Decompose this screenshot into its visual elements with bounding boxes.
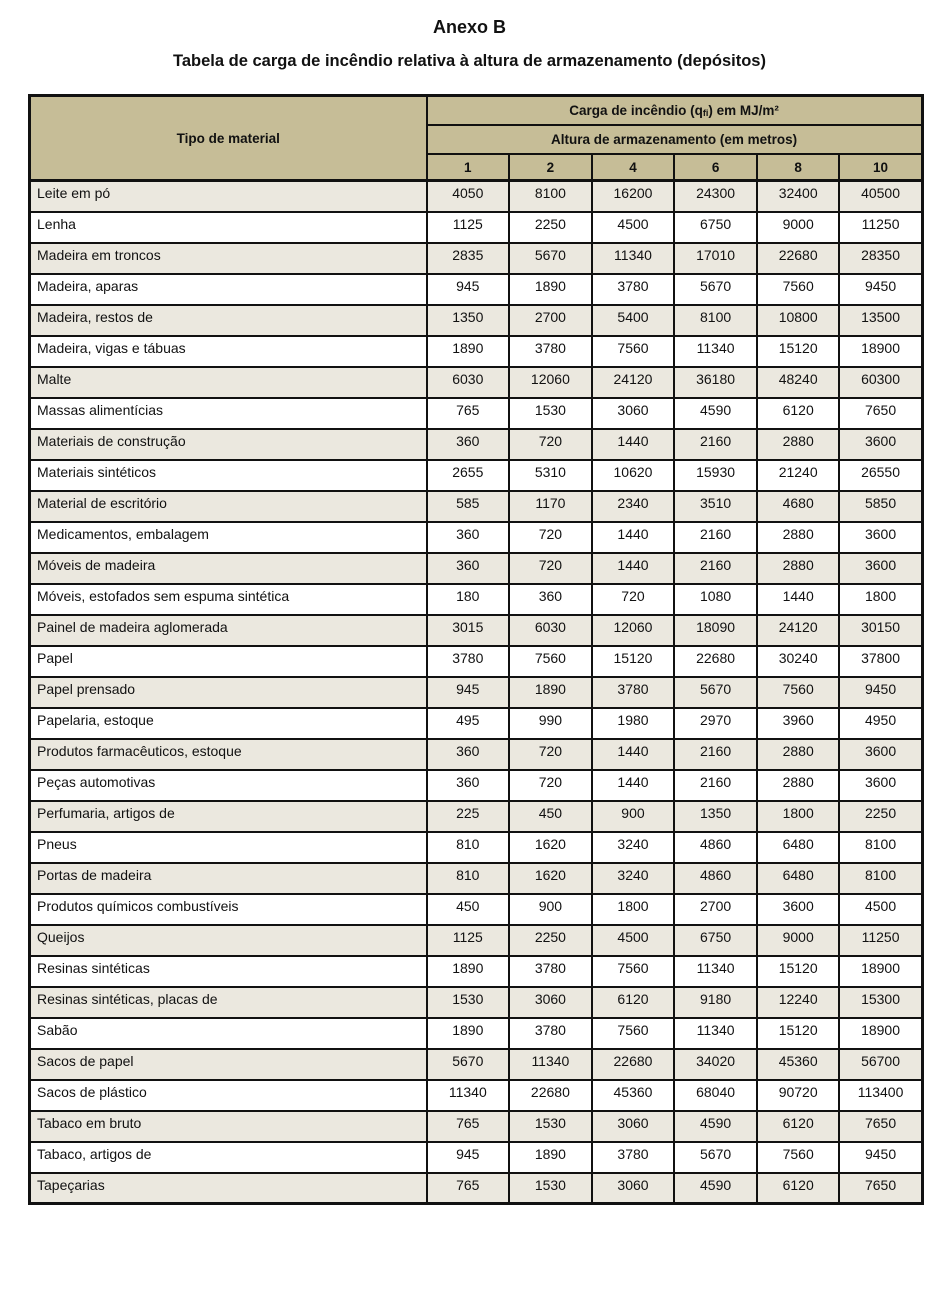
fire-load-value-cell: 3780 xyxy=(592,274,675,305)
fire-load-value-cell: 45360 xyxy=(757,1049,840,1080)
fire-load-value-cell: 5310 xyxy=(509,460,592,491)
material-cell: Tabaco em bruto xyxy=(30,1111,427,1142)
fire-load-value-cell: 11340 xyxy=(509,1049,592,1080)
fire-load-value-cell: 360 xyxy=(509,584,592,615)
material-cell: Peças automotivas xyxy=(30,770,427,801)
fire-load-value-cell: 945 xyxy=(427,677,510,708)
fire-load-value-cell: 3600 xyxy=(839,522,922,553)
fire-load-value-cell: 12240 xyxy=(757,987,840,1018)
fire-load-value-cell: 24120 xyxy=(592,367,675,398)
fire-load-value-cell: 11340 xyxy=(592,243,675,274)
fire-load-value-cell: 22680 xyxy=(757,243,840,274)
fire-load-value-cell: 4860 xyxy=(674,832,757,863)
fire-load-value-cell: 22680 xyxy=(509,1080,592,1111)
fire-load-value-cell: 60300 xyxy=(839,367,922,398)
material-cell: Materiais sintéticos xyxy=(30,460,427,491)
material-cell: Madeira, aparas xyxy=(30,274,427,305)
fire-load-value-cell: 4590 xyxy=(674,398,757,429)
height-header: 1 xyxy=(427,154,510,181)
fire-load-value-cell: 180 xyxy=(427,584,510,615)
table-row xyxy=(30,894,923,925)
material-cell: Móveis de madeira xyxy=(30,553,427,584)
fire-load-value-cell: 765 xyxy=(427,1173,510,1204)
fire-load-value-cell: 2340 xyxy=(592,491,675,522)
fire-load-value-cell: 3780 xyxy=(427,646,510,677)
fire-load-value-cell: 720 xyxy=(592,584,675,615)
fire-load-value-cell: 2160 xyxy=(674,739,757,770)
fire-load-value-cell: 720 xyxy=(509,553,592,584)
material-cell: Resinas sintéticas xyxy=(30,956,427,987)
fire-load-value-cell: 22680 xyxy=(674,646,757,677)
table-row xyxy=(30,1049,923,1080)
fire-load-value-cell: 1125 xyxy=(427,212,510,243)
fire-load-value-cell: 1530 xyxy=(427,987,510,1018)
fire-load-value-cell: 1800 xyxy=(592,894,675,925)
fire-load-value-cell: 7560 xyxy=(509,646,592,677)
fire-load-value-cell: 7560 xyxy=(592,336,675,367)
height-header: 8 xyxy=(757,154,840,181)
material-cell: Sabão xyxy=(30,1018,427,1049)
group-header-subscript: fi xyxy=(702,108,709,118)
fire-load-value-cell: 765 xyxy=(427,398,510,429)
fire-load-value-cell: 1125 xyxy=(427,925,510,956)
fire-load-value-cell: 5670 xyxy=(427,1049,510,1080)
fire-load-value-cell: 3015 xyxy=(427,615,510,646)
fire-load-value-cell: 360 xyxy=(427,522,510,553)
fire-load-value-cell: 3060 xyxy=(509,987,592,1018)
fire-load-value-cell: 450 xyxy=(509,801,592,832)
table-row xyxy=(30,243,923,274)
fire-load-value-cell: 585 xyxy=(427,491,510,522)
fire-load-value-cell: 1440 xyxy=(592,522,675,553)
table-row xyxy=(30,1111,923,1142)
table-row xyxy=(30,460,923,491)
table-row xyxy=(30,429,923,460)
fire-load-value-cell: 720 xyxy=(509,522,592,553)
fire-load-value-cell: 900 xyxy=(509,894,592,925)
fire-load-value-cell: 30150 xyxy=(839,615,922,646)
fire-load-value-cell: 2880 xyxy=(757,553,840,584)
fire-load-value-cell: 5670 xyxy=(674,274,757,305)
fire-load-value-cell: 2655 xyxy=(427,460,510,491)
fire-load-value-cell: 1530 xyxy=(509,1111,592,1142)
fire-load-value-cell: 4500 xyxy=(592,925,675,956)
fire-load-value-cell: 1440 xyxy=(592,770,675,801)
fire-load-value-cell: 7650 xyxy=(839,398,922,429)
fire-load-value-cell: 8100 xyxy=(839,832,922,863)
table-row xyxy=(30,863,923,894)
fire-load-value-cell: 4590 xyxy=(674,1173,757,1204)
fire-load-value-cell: 11340 xyxy=(674,956,757,987)
group-header-suffix: ) em MJ/m² xyxy=(708,103,779,118)
fire-load-value-cell: 8100 xyxy=(839,863,922,894)
fire-load-value-cell: 945 xyxy=(427,274,510,305)
fire-load-value-cell: 9000 xyxy=(757,212,840,243)
fire-load-value-cell: 2160 xyxy=(674,429,757,460)
fire-load-value-cell: 1080 xyxy=(674,584,757,615)
material-cell: Sacos de papel xyxy=(30,1049,427,1080)
fire-load-value-cell: 1350 xyxy=(427,305,510,336)
table-row xyxy=(30,956,923,987)
fire-load-value-cell: 10800 xyxy=(757,305,840,336)
height-header: 4 xyxy=(592,154,675,181)
fire-load-value-cell: 1440 xyxy=(592,553,675,584)
fire-load-value-cell: 3780 xyxy=(509,336,592,367)
fire-load-value-cell: 113400 xyxy=(839,1080,922,1111)
fire-load-value-cell: 40500 xyxy=(839,181,922,212)
table-row xyxy=(30,522,923,553)
table-row xyxy=(30,832,923,863)
fire-load-value-cell: 1980 xyxy=(592,708,675,739)
fire-load-value-cell: 13500 xyxy=(839,305,922,336)
fire-load-value-cell: 5670 xyxy=(674,1142,757,1173)
material-cell: Materiais de construção xyxy=(30,429,427,460)
material-cell: Pneus xyxy=(30,832,427,863)
material-cell: Madeira em troncos xyxy=(30,243,427,274)
fire-load-value-cell: 990 xyxy=(509,708,592,739)
fire-load-value-cell: 15120 xyxy=(757,956,840,987)
fire-load-value-cell: 9180 xyxy=(674,987,757,1018)
table-row xyxy=(30,677,923,708)
fire-load-value-cell: 3240 xyxy=(592,863,675,894)
storage-height-subheader: Altura de armazenamento (em metros) xyxy=(427,125,923,154)
fire-load-value-cell: 9450 xyxy=(839,274,922,305)
fire-load-value-cell: 1350 xyxy=(674,801,757,832)
fire-load-value-cell: 3780 xyxy=(509,1018,592,1049)
fire-load-group-header xyxy=(427,96,923,126)
fire-load-value-cell: 2700 xyxy=(509,305,592,336)
fire-load-value-cell: 9450 xyxy=(839,677,922,708)
fire-load-value-cell: 9450 xyxy=(839,1142,922,1173)
fire-load-value-cell: 10620 xyxy=(592,460,675,491)
group-header-prefix: Carga de incêndio (q xyxy=(569,103,703,118)
fire-load-value-cell: 4500 xyxy=(839,894,922,925)
fire-load-value-cell: 15120 xyxy=(757,336,840,367)
fire-load-value-cell: 36180 xyxy=(674,367,757,398)
material-cell: Papel prensado xyxy=(30,677,427,708)
fire-load-value-cell: 15300 xyxy=(839,987,922,1018)
fire-load-value-cell: 6480 xyxy=(757,832,840,863)
fire-load-value-cell: 1440 xyxy=(592,739,675,770)
material-cell: Leite em pó xyxy=(30,181,427,212)
fire-load-value-cell: 1890 xyxy=(427,956,510,987)
fire-load-value-cell: 360 xyxy=(427,739,510,770)
table-row xyxy=(30,615,923,646)
fire-load-value-cell: 3780 xyxy=(509,956,592,987)
fire-load-value-cell: 12060 xyxy=(509,367,592,398)
fire-load-value-cell: 4590 xyxy=(674,1111,757,1142)
fire-load-value-cell: 18900 xyxy=(839,1018,922,1049)
fire-load-value-cell: 1800 xyxy=(839,584,922,615)
fire-load-value-cell: 2880 xyxy=(757,739,840,770)
fire-load-value-cell: 6120 xyxy=(592,987,675,1018)
table-row xyxy=(30,367,923,398)
fire-load-value-cell: 2835 xyxy=(427,243,510,274)
fire-load-value-cell: 3600 xyxy=(839,770,922,801)
fire-load-value-cell: 2250 xyxy=(839,801,922,832)
fire-load-value-cell: 15930 xyxy=(674,460,757,491)
fire-load-value-cell: 21240 xyxy=(757,460,840,491)
fire-load-value-cell: 2250 xyxy=(509,212,592,243)
fire-load-value-cell: 720 xyxy=(509,739,592,770)
material-cell: Lenha xyxy=(30,212,427,243)
fire-load-value-cell: 7560 xyxy=(592,956,675,987)
fire-load-value-cell: 5850 xyxy=(839,491,922,522)
fire-load-value-cell: 6030 xyxy=(427,367,510,398)
fire-load-value-cell: 1800 xyxy=(757,801,840,832)
fire-load-value-cell: 7650 xyxy=(839,1111,922,1142)
fire-load-value-cell: 9000 xyxy=(757,925,840,956)
fire-load-value-cell: 6480 xyxy=(757,863,840,894)
fire-load-value-cell: 900 xyxy=(592,801,675,832)
fire-load-value-cell: 68040 xyxy=(674,1080,757,1111)
table-row xyxy=(30,739,923,770)
fire-load-value-cell: 3600 xyxy=(839,739,922,770)
fire-load-value-cell: 16200 xyxy=(592,181,675,212)
fire-load-value-cell: 4950 xyxy=(839,708,922,739)
fire-load-value-cell: 360 xyxy=(427,770,510,801)
fire-load-value-cell: 810 xyxy=(427,832,510,863)
fire-load-value-cell: 26550 xyxy=(839,460,922,491)
fire-load-value-cell: 34020 xyxy=(674,1049,757,1080)
fire-load-value-cell: 1620 xyxy=(509,832,592,863)
fire-load-value-cell: 28350 xyxy=(839,243,922,274)
fire-load-value-cell: 7560 xyxy=(757,274,840,305)
material-cell: Queijos xyxy=(30,925,427,956)
fire-load-value-cell: 6030 xyxy=(509,615,592,646)
fire-load-value-cell: 6120 xyxy=(757,1173,840,1204)
table-row xyxy=(30,1173,923,1204)
material-cell: Madeira, restos de xyxy=(30,305,427,336)
fire-load-value-cell: 90720 xyxy=(757,1080,840,1111)
fire-load-value-cell: 5400 xyxy=(592,305,675,336)
table-row xyxy=(30,1080,923,1111)
fire-load-value-cell: 2880 xyxy=(757,429,840,460)
fire-load-value-cell: 1440 xyxy=(592,429,675,460)
table-row xyxy=(30,801,923,832)
table-row xyxy=(30,491,923,522)
fire-load-value-cell: 360 xyxy=(427,553,510,584)
table-row xyxy=(30,274,923,305)
fire-load-value-cell: 30240 xyxy=(757,646,840,677)
fire-load-value-cell: 1620 xyxy=(509,863,592,894)
fire-load-value-cell: 495 xyxy=(427,708,510,739)
fire-load-value-cell: 12060 xyxy=(592,615,675,646)
fire-load-table xyxy=(28,94,924,1205)
material-cell: Perfumaria, artigos de xyxy=(30,801,427,832)
fire-load-value-cell: 7650 xyxy=(839,1173,922,1204)
fire-load-value-cell: 8100 xyxy=(509,181,592,212)
fire-load-value-cell: 3960 xyxy=(757,708,840,739)
fire-load-value-cell: 1890 xyxy=(509,1142,592,1173)
table-row xyxy=(30,770,923,801)
material-cell: Medicamentos, embalagem xyxy=(30,522,427,553)
fire-load-value-cell: 765 xyxy=(427,1111,510,1142)
fire-load-value-cell: 11340 xyxy=(427,1080,510,1111)
fire-load-value-cell: 24120 xyxy=(757,615,840,646)
fire-load-value-cell: 11340 xyxy=(674,336,757,367)
fire-load-value-cell: 24300 xyxy=(674,181,757,212)
material-cell: Resinas sintéticas, placas de xyxy=(30,987,427,1018)
material-cell: Painel de madeira aglomerada xyxy=(30,615,427,646)
table-body xyxy=(30,181,923,1204)
table-row xyxy=(30,553,923,584)
fire-load-value-cell: 22680 xyxy=(592,1049,675,1080)
fire-load-value-cell: 3510 xyxy=(674,491,757,522)
fire-load-value-cell: 7560 xyxy=(757,1142,840,1173)
fire-load-value-cell: 1890 xyxy=(427,336,510,367)
fire-load-value-cell: 18090 xyxy=(674,615,757,646)
fire-load-value-cell: 7560 xyxy=(592,1018,675,1049)
fire-load-value-cell: 15120 xyxy=(757,1018,840,1049)
fire-load-value-cell: 2250 xyxy=(509,925,592,956)
fire-load-value-cell: 4050 xyxy=(427,181,510,212)
fire-load-value-cell: 1890 xyxy=(427,1018,510,1049)
fire-load-value-cell: 1440 xyxy=(757,584,840,615)
fire-load-value-cell: 5670 xyxy=(674,677,757,708)
height-header: 10 xyxy=(839,154,922,181)
material-cell: Sacos de plástico xyxy=(30,1080,427,1111)
annex-title: Anexo B xyxy=(432,17,506,37)
fire-load-value-cell: 2880 xyxy=(757,522,840,553)
fire-load-value-cell: 18900 xyxy=(839,336,922,367)
table-row xyxy=(30,708,923,739)
table-row xyxy=(30,646,923,677)
fire-load-value-cell: 45360 xyxy=(592,1080,675,1111)
table-row xyxy=(30,925,923,956)
material-cell: Massas alimentícias xyxy=(30,398,427,429)
material-column-header: Tipo de material xyxy=(30,96,427,181)
material-cell: Malte xyxy=(30,367,427,398)
fire-load-value-cell: 3060 xyxy=(592,1173,675,1204)
fire-load-value-cell: 7560 xyxy=(757,677,840,708)
fire-load-value-cell: 6120 xyxy=(757,398,840,429)
fire-load-value-cell: 945 xyxy=(427,1142,510,1173)
fire-load-value-cell: 11340 xyxy=(674,1018,757,1049)
table-row xyxy=(30,1142,923,1173)
table-row xyxy=(30,1018,923,1049)
fire-load-value-cell: 48240 xyxy=(757,367,840,398)
table-row xyxy=(30,398,923,429)
fire-load-value-cell: 1890 xyxy=(509,677,592,708)
fire-load-value-cell: 4680 xyxy=(757,491,840,522)
fire-load-value-cell: 32400 xyxy=(757,181,840,212)
fire-load-value-cell: 2880 xyxy=(757,770,840,801)
material-cell: Tabaco, artigos de xyxy=(30,1142,427,1173)
material-cell: Papel xyxy=(30,646,427,677)
table-row xyxy=(30,212,923,243)
fire-load-value-cell: 18900 xyxy=(839,956,922,987)
fire-load-value-cell: 360 xyxy=(427,429,510,460)
table-row xyxy=(30,987,923,1018)
height-header: 6 xyxy=(674,154,757,181)
fire-load-value-cell: 1530 xyxy=(509,398,592,429)
fire-load-value-cell: 4500 xyxy=(592,212,675,243)
material-cell: Madeira, vigas e tábuas xyxy=(30,336,427,367)
fire-load-value-cell: 2970 xyxy=(674,708,757,739)
fire-load-value-cell: 2160 xyxy=(674,522,757,553)
table-row xyxy=(30,181,923,212)
material-cell: Tapeçarias xyxy=(30,1173,427,1204)
material-cell: Papelaria, estoque xyxy=(30,708,427,739)
fire-load-value-cell: 6120 xyxy=(757,1111,840,1142)
fire-load-value-cell: 6750 xyxy=(674,925,757,956)
fire-load-value-cell: 1530 xyxy=(509,1173,592,1204)
fire-load-value-cell: 810 xyxy=(427,863,510,894)
table-header xyxy=(30,96,923,181)
material-cell: Produtos farmacêuticos, estoque xyxy=(30,739,427,770)
fire-load-value-cell: 3780 xyxy=(592,677,675,708)
fire-load-value-cell: 56700 xyxy=(839,1049,922,1080)
fire-load-value-cell: 5670 xyxy=(509,243,592,274)
fire-load-value-cell: 6750 xyxy=(674,212,757,243)
table-title: Tabela de carga de incêndio relativa à altura de armazenamento (depósitos) xyxy=(173,52,766,70)
fire-load-value-cell: 11250 xyxy=(839,925,922,956)
fire-load-value-cell: 3060 xyxy=(592,1111,675,1142)
material-cell: Portas de madeira xyxy=(30,863,427,894)
fire-load-value-cell: 4860 xyxy=(674,863,757,894)
fire-load-value-cell: 3600 xyxy=(839,429,922,460)
material-cell: Produtos químicos combustíveis xyxy=(30,894,427,925)
height-header: 2 xyxy=(509,154,592,181)
fire-load-value-cell: 720 xyxy=(509,429,592,460)
fire-load-value-cell: 3600 xyxy=(757,894,840,925)
fire-load-value-cell: 3060 xyxy=(592,398,675,429)
fire-load-value-cell: 15120 xyxy=(592,646,675,677)
fire-load-value-cell: 1170 xyxy=(509,491,592,522)
material-cell: Material de escritório xyxy=(30,491,427,522)
fire-load-value-cell: 3780 xyxy=(592,1142,675,1173)
fire-load-value-cell: 8100 xyxy=(674,305,757,336)
fire-load-value-cell: 2700 xyxy=(674,894,757,925)
fire-load-value-cell: 450 xyxy=(427,894,510,925)
fire-load-value-cell: 1890 xyxy=(509,274,592,305)
fire-load-value-cell: 2160 xyxy=(674,553,757,584)
material-cell: Móveis, estofados sem espuma sintética xyxy=(30,584,427,615)
fire-load-value-cell: 720 xyxy=(509,770,592,801)
fire-load-value-cell: 225 xyxy=(427,801,510,832)
fire-load-value-cell: 3600 xyxy=(839,553,922,584)
fire-load-value-cell: 11250 xyxy=(839,212,922,243)
table-row xyxy=(30,336,923,367)
fire-load-value-cell: 17010 xyxy=(674,243,757,274)
table-row xyxy=(30,584,923,615)
fire-load-value-cell: 3240 xyxy=(592,832,675,863)
fire-load-value-cell: 37800 xyxy=(839,646,922,677)
table-row xyxy=(30,305,923,336)
fire-load-value-cell: 2160 xyxy=(674,770,757,801)
